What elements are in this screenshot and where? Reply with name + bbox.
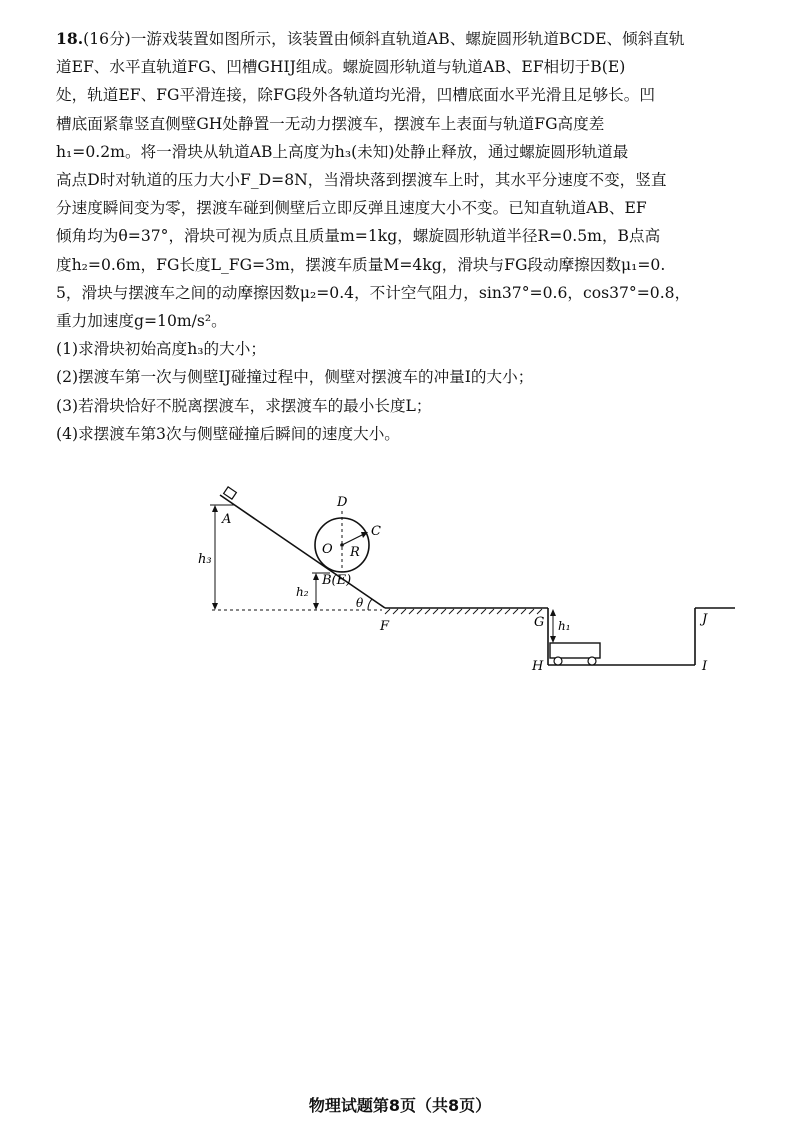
track-diagram — [190, 483, 750, 683]
paragraph-line: 一游戏装置如图所示，该装置由倾斜直轨道AB、螺旋圆形轨道BCDE、倾斜直轨 — [130, 30, 685, 48]
cart-wheel — [554, 657, 562, 665]
sub-question-2: (2)摆渡车第一次与侧壁IJ碰撞过程中，侧壁对摆渡车的冲量I的大小； — [56, 368, 534, 387]
slider-block — [224, 487, 237, 499]
label-j: J — [702, 612, 708, 627]
paragraph-line: 高点D时对轨道的压力大小F_D=8N，当滑块落到摆渡车上时，其水平分速度不变，竖直 — [56, 171, 667, 190]
label-c: C — [371, 524, 381, 539]
label-r: R — [350, 545, 360, 560]
ground-hatching — [385, 609, 542, 614]
question-points: (16分) — [83, 30, 131, 48]
paragraph-line: 度h₂=0.6m，FG长度L_FG=3m，摆渡车质量M=4kg，滑块与FG段动摩擦因数μ₁=0. — [56, 255, 666, 274]
label-f: F — [380, 619, 390, 634]
label-i: I — [702, 659, 708, 674]
paragraph-line: 道EF、水平直轨道FG、凹槽GHIJ组成。螺旋圆形轨道与轨道AB、EF相切于B(E) — [56, 58, 626, 77]
sub-question-1: (1)求滑块初始高度h₃的大小； — [56, 340, 266, 359]
label-h3: h₃ — [198, 552, 212, 567]
label-b-e: B(E) — [322, 573, 352, 588]
label-h1: h₁ — [558, 619, 571, 633]
paragraph-line: 重力加速度g=10m/s²。 — [56, 312, 227, 331]
label-d: D — [337, 495, 348, 510]
label-h: H — [532, 659, 544, 674]
label-a: A — [222, 512, 232, 527]
paragraph-line: 槽底面紧靠竖直侧壁GH处静置一无动力摆渡车，摆渡车上表面与轨道FG高度差 — [56, 114, 605, 133]
label-theta: θ — [356, 596, 364, 610]
paragraph-line: 倾角均为θ=37°，滑块可视为质点且质量m=1kg，螺旋圆形轨道半径R=0.5m，B点高 — [56, 227, 661, 246]
label-o: O — [322, 542, 333, 557]
paragraph-line: 5，滑块与摆渡车之间的动摩擦因数μ₂=0.4，不计空气阻力，sin37°=0.6，cos37°=0.8， — [56, 283, 691, 302]
label-g: G — [534, 615, 545, 630]
paragraph-line: 处，轨道EF、FG平滑连接，除FG段外各轨道均光滑，凹槽底面水平光滑且足够长。凹 — [56, 86, 655, 105]
sub-question-4: (4)求摆渡车第3次与侧壁碰撞后瞬间的速度大小。 — [56, 424, 400, 443]
paragraph-line: h₁=0.2m。将一滑块从轨道AB上高度为h₃(未知)处静止释放，通过螺旋圆形轨道最 — [56, 142, 629, 161]
question-number: 18. — [56, 29, 84, 48]
page-footer: 物理试题第8页（共8页） — [308, 1096, 492, 1115]
cart-wheel — [588, 657, 596, 665]
ferry-cart — [550, 643, 600, 658]
question-18 — [56, 25, 746, 448]
question-paragraph — [56, 25, 746, 335]
label-h2: h₂ — [296, 585, 309, 599]
sub-question-3: (3)若滑块恰好不脱离摆渡车，求摆渡车的最小长度L； — [56, 396, 432, 415]
paragraph-line: 分速度瞬间变为零，摆渡车碰到侧壁后立即反弹且速度大小不变。已知直轨道AB、EF — [56, 199, 647, 218]
